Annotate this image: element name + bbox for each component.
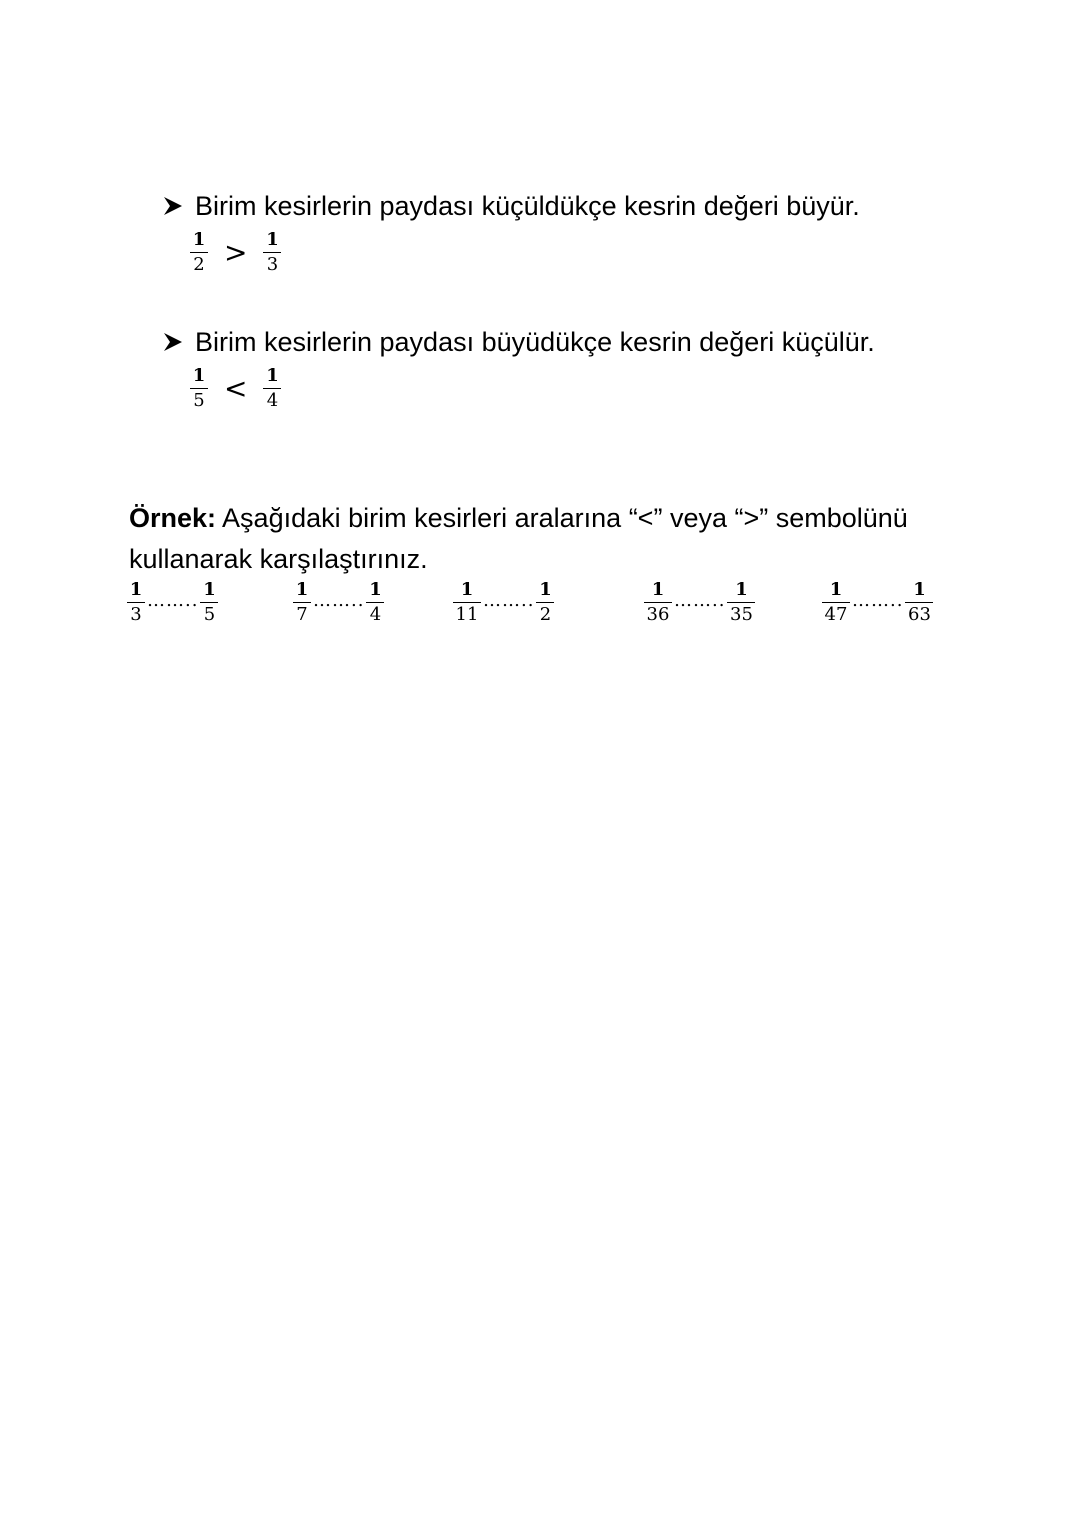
fraction: [127, 580, 145, 625]
example-text: Aşağıdaki birim kesirleri aralarına “<” veya “>” sembolünü kullanarak karşılaştırınız.: [129, 503, 908, 574]
numerator: 1: [536, 580, 554, 603]
fraction: [190, 366, 208, 411]
denominator: 5: [203, 604, 216, 625]
exercise-pair: [644, 580, 755, 625]
numerator: 1: [190, 366, 208, 389]
denominator: 63: [908, 604, 931, 625]
relation-sign: >: [224, 235, 248, 269]
fraction: [727, 580, 755, 625]
rule-2-text: Birim kesirlerin paydası büyüdükçe kesrin değeri küçülür.: [195, 327, 875, 357]
numerator: 1: [263, 366, 281, 389]
denominator: 2: [193, 254, 205, 275]
denominator: 36: [646, 604, 670, 625]
arrow-bullet-icon: [162, 331, 184, 353]
denominator: 3: [130, 604, 142, 625]
fraction: [905, 580, 933, 625]
denominator: 3: [266, 254, 279, 275]
fraction: [536, 580, 554, 625]
denominator: 2: [539, 604, 552, 625]
exercise-pair: [453, 580, 554, 625]
numerator: 1: [263, 230, 281, 253]
numerator: 1: [200, 580, 218, 603]
denominator: 4: [266, 390, 279, 411]
rule-1: [162, 189, 860, 223]
numerator: 1: [190, 230, 208, 253]
fraction: [263, 366, 281, 411]
answer-blank: ……..: [852, 590, 904, 611]
fraction: [366, 580, 384, 625]
numerator: 1: [727, 580, 755, 603]
example-paragraph: [129, 498, 949, 580]
denominator: 11: [455, 604, 479, 625]
answer-blank: ……..: [483, 590, 535, 611]
exercise-pair: [127, 580, 218, 625]
denominator: 4: [369, 604, 382, 625]
arrow-bullet-icon: [162, 195, 184, 217]
denominator: 47: [824, 604, 848, 625]
fraction: [190, 230, 208, 275]
fraction: [822, 580, 850, 625]
numerator: 1: [644, 580, 672, 603]
rule-1-comparison: [190, 230, 281, 275]
answer-blank: ……..: [313, 590, 365, 611]
numerator: 1: [453, 580, 481, 603]
rule-1-text: Birim kesirlerin paydası küçüldükçe kesrin değeri büyür.: [195, 191, 860, 221]
exercise-pair: [822, 580, 933, 625]
exercise-row: [0, 580, 1080, 640]
rule-2-comparison: [190, 366, 281, 411]
denominator: 5: [193, 390, 205, 411]
fraction: [644, 580, 672, 625]
numerator: 1: [127, 580, 145, 603]
example-label: Örnek:: [129, 503, 217, 533]
numerator: 1: [822, 580, 850, 603]
fraction: [200, 580, 218, 625]
numerator: 1: [905, 580, 933, 603]
fraction: [293, 580, 311, 625]
answer-blank: ……..: [674, 590, 726, 611]
relation-sign: <: [224, 371, 248, 405]
denominator: 7: [296, 604, 308, 625]
fraction: [263, 230, 281, 275]
denominator: 35: [730, 604, 753, 625]
answer-blank: ……..: [147, 590, 199, 611]
numerator: 1: [293, 580, 311, 603]
rule-2: [162, 325, 875, 359]
numerator: 1: [366, 580, 384, 603]
fraction: [453, 580, 481, 625]
exercise-pair: [293, 580, 384, 625]
